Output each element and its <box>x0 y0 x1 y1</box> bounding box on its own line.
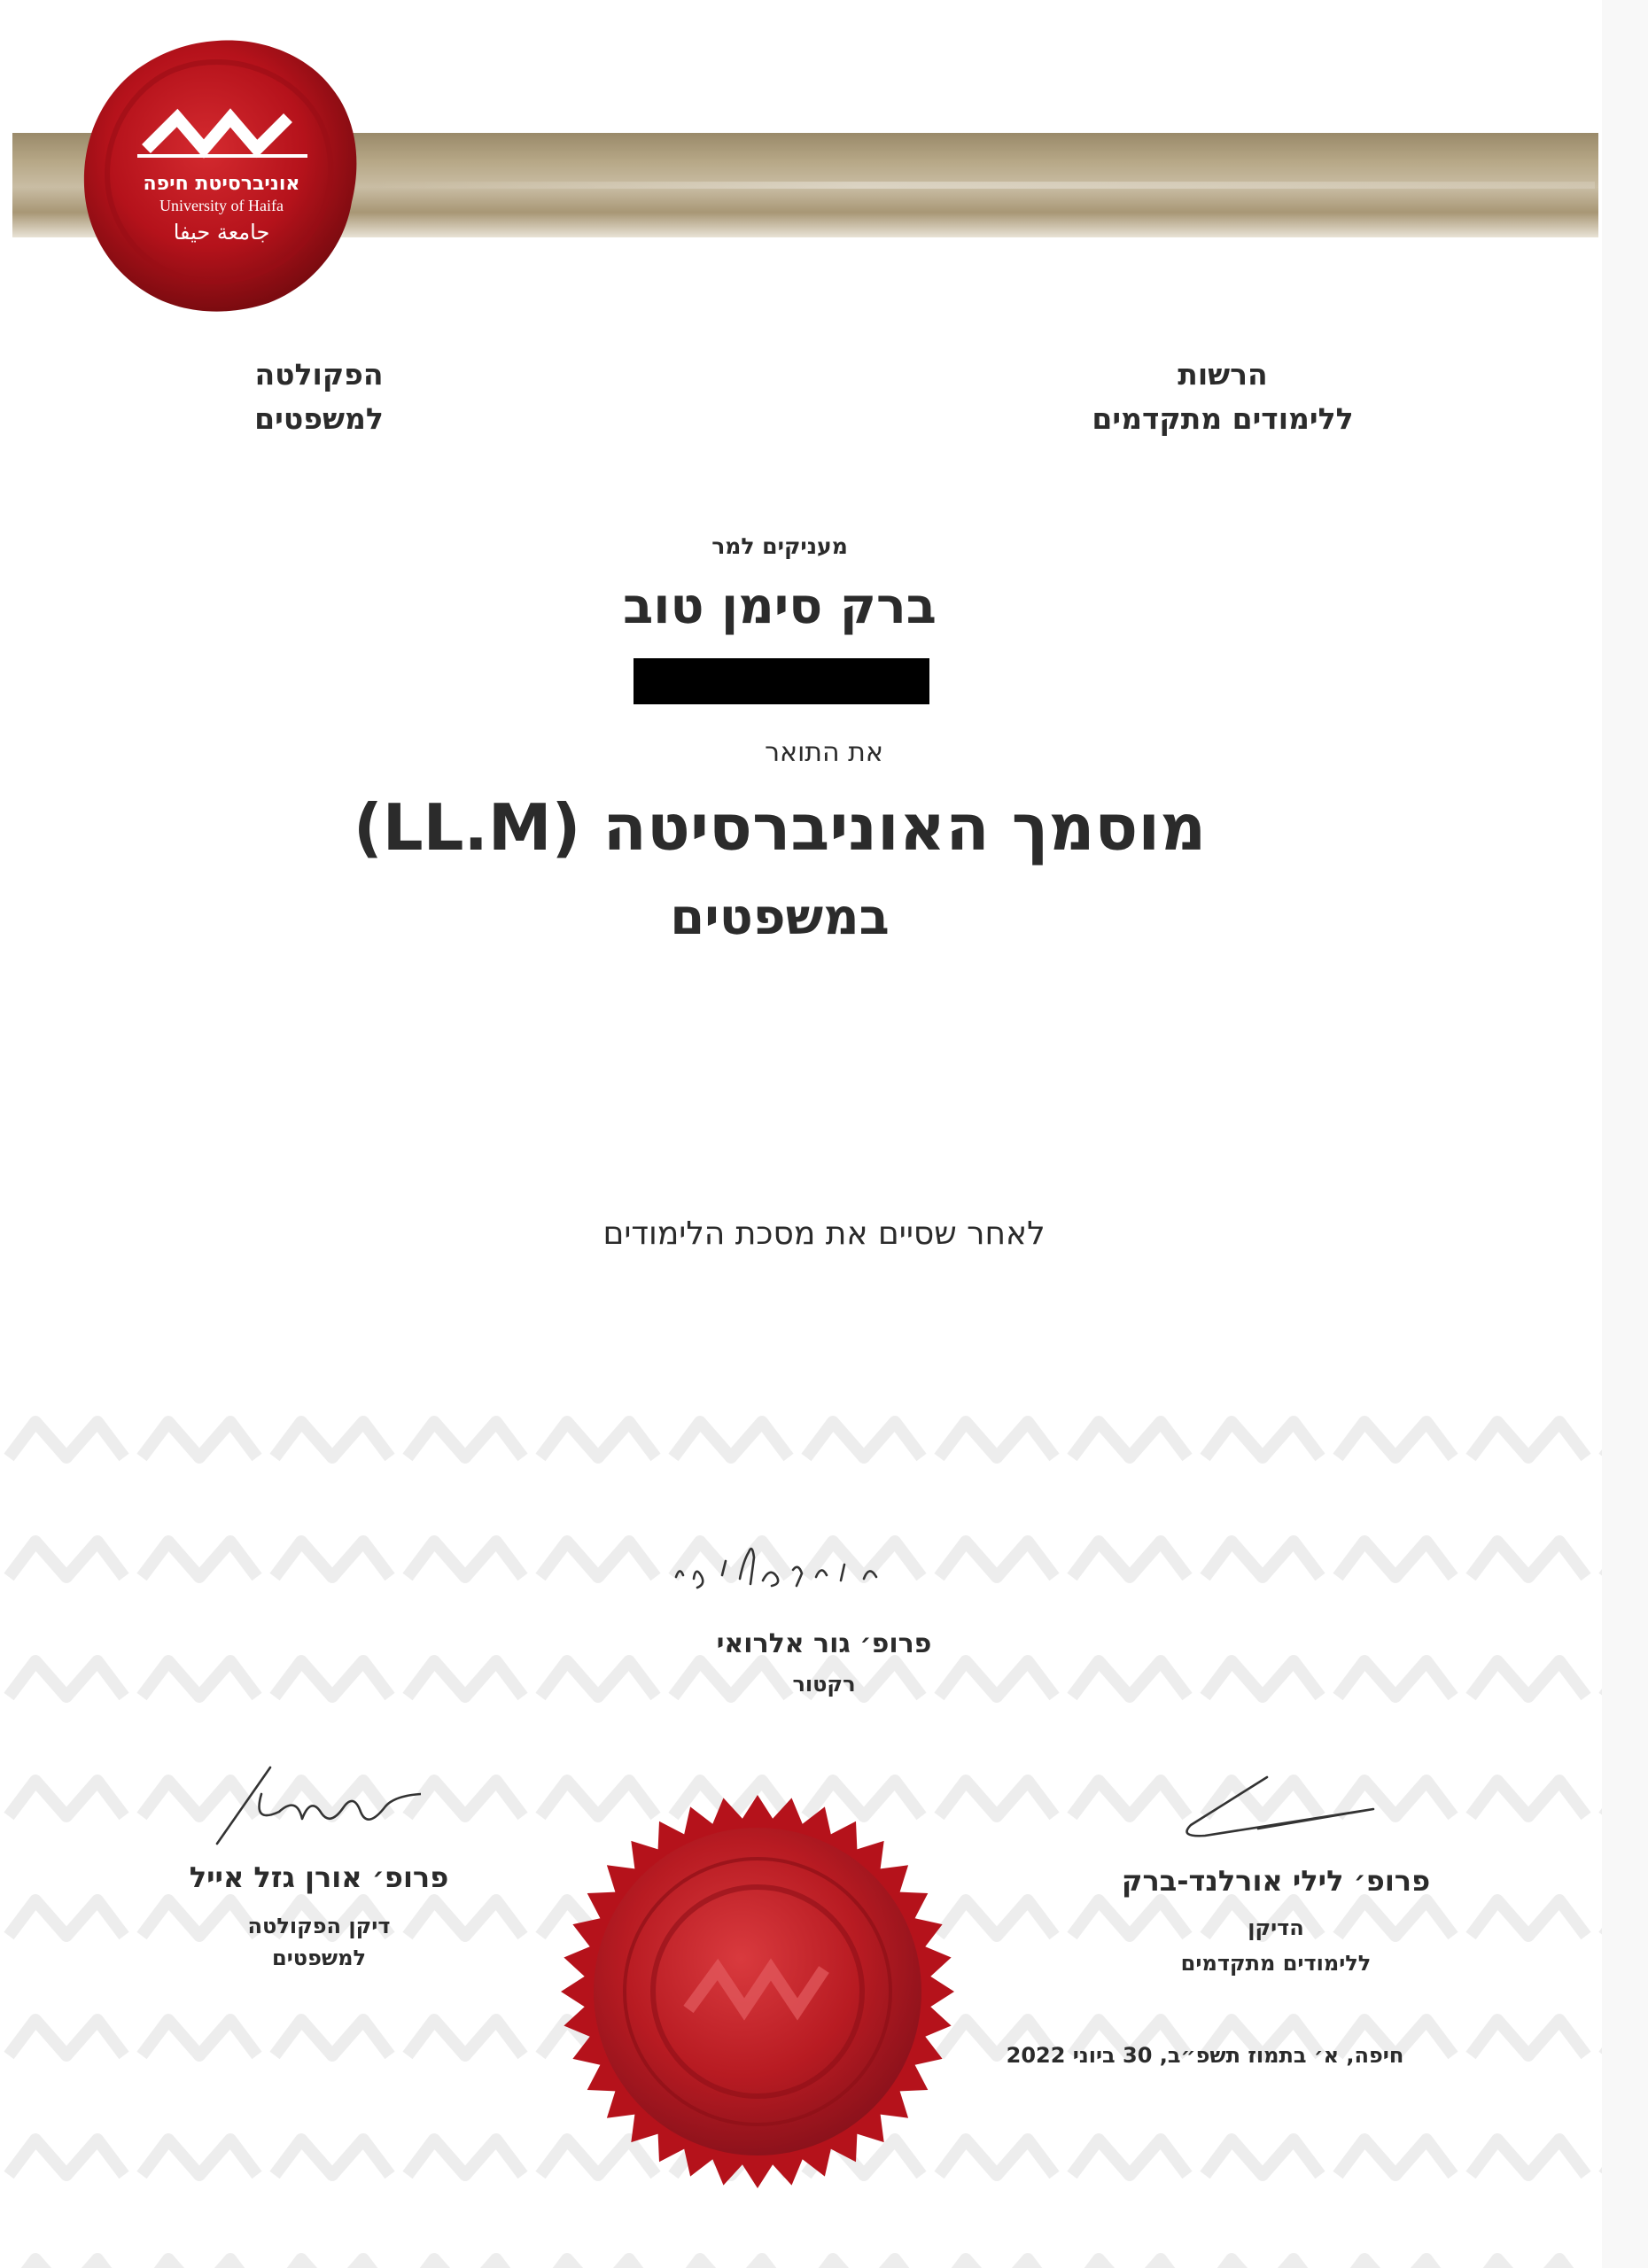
red-foil-seal <box>554 1788 961 2195</box>
recipient-intro: מעניקים למר <box>711 533 848 559</box>
rector-name: פרופ׳ גור אלרואי <box>716 1628 932 1659</box>
law-dean-name: פרופ׳ אורן גזל אייל <box>189 1860 449 1894</box>
rector-role: רקטור <box>792 1672 856 1697</box>
rector-signature <box>651 1524 899 1612</box>
law-dean-signature <box>208 1759 421 1856</box>
faculty-heading <box>133 353 505 441</box>
law-dean-role: דיקן הפקולטה <box>247 1914 391 1938</box>
degree-intro: את התואר <box>765 737 883 768</box>
header-band-highlight <box>372 182 1595 189</box>
graduate-dean-role-unit: ללימודים מתקדמים <box>1180 1951 1372 1976</box>
recipient-name: ברק סימן טוב <box>623 578 937 635</box>
redaction-bar <box>634 658 929 704</box>
page-edge <box>1602 0 1648 2268</box>
authority-heading <box>1037 353 1409 441</box>
graduate-dean-signature <box>1152 1763 1382 1860</box>
graduate-dean-name: פרופ׳ לילי אורלנד-ברק <box>1121 1864 1431 1898</box>
graduate-dean-role: הדיקן <box>1248 1915 1304 1940</box>
university-logo-seal <box>75 34 363 317</box>
completion-text: לאחר שסיים את מסכת הלימודים <box>602 1216 1046 1252</box>
degree-field: במשפטים <box>670 889 890 946</box>
date-line: חיפה, א׳ בתמוז תשפ״ב, 30 ביוני 2022 <box>1006 2043 1404 2068</box>
logo-name-en: University of Haifa <box>159 197 284 214</box>
law-dean-role-unit: למשפטים <box>272 1946 366 1970</box>
authority-line1: הרשות <box>1178 357 1268 392</box>
faculty-line2: למשפטים <box>254 401 384 436</box>
degree-title: מוסמך האוניברסיטה (LL.M) <box>353 790 1207 865</box>
logo-name-he: אוניברסיטת חיפה <box>143 173 300 195</box>
logo-name-ar: جامعة حيفا <box>173 220 270 245</box>
faculty-line1: הפקולטה <box>254 357 384 392</box>
authority-line2: ללימודים מתקדמים <box>1092 401 1354 436</box>
